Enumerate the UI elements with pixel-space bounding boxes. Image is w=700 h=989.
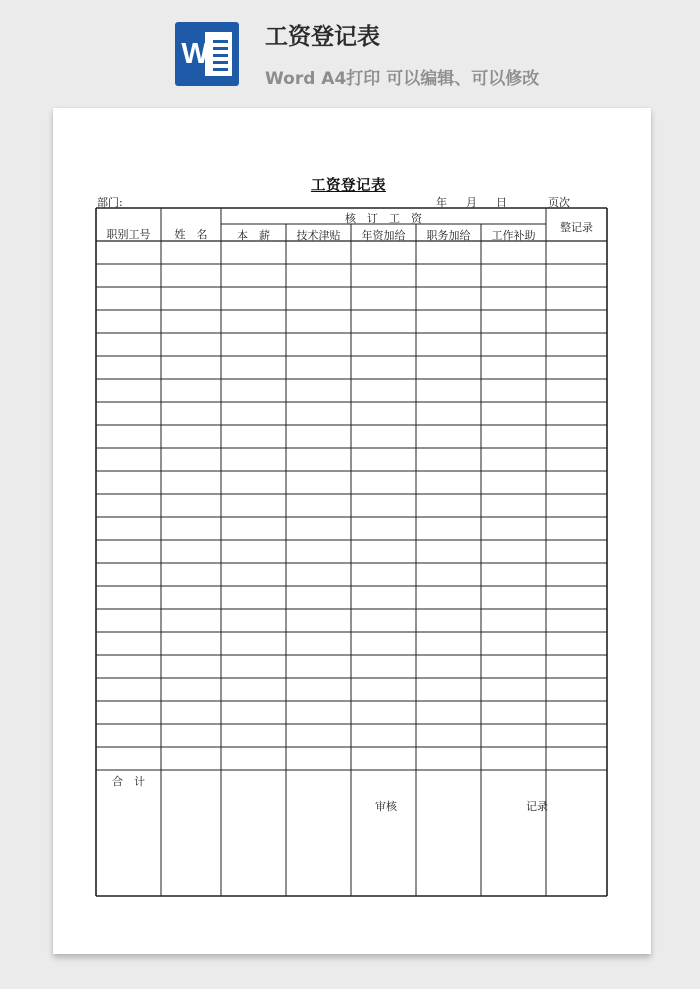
department-label: 部门: — [97, 196, 123, 209]
total-label: 合 计 — [112, 775, 145, 788]
header-name: 姓 名 — [174, 228, 208, 241]
salary-table-grid — [96, 208, 607, 896]
word-logo-icon — [175, 22, 239, 86]
word-logo-letter: W — [181, 38, 209, 70]
header-seniority-bonus: 年资加给 — [361, 229, 406, 242]
year-label: 年 — [436, 196, 447, 209]
header-position-bonus: 职务加给 — [426, 229, 471, 242]
page-number-label: 页次 — [548, 196, 570, 209]
header-job-id: 职别工号 — [106, 228, 151, 241]
document-page — [53, 108, 651, 954]
header-approved-salary: 核 订 工 资 — [345, 212, 422, 225]
header-banner — [0, 0, 700, 100]
header-work-subsidy: 工作补助 — [491, 229, 536, 242]
header-adjust-record: 整记录 — [560, 221, 593, 234]
page-title: 工资登记表 — [265, 24, 380, 50]
month-label: 月 — [466, 196, 477, 209]
header-tech-allowance: 技术津贴 — [296, 229, 341, 242]
document-title: 工资登记表 — [311, 177, 386, 194]
page-subtitle: Word A4打印 可以编辑、可以修改 — [265, 69, 540, 89]
day-label: 日 — [496, 196, 507, 209]
review-label: 审核 — [375, 800, 397, 813]
header-base-salary: 本 薪 — [237, 229, 270, 242]
record-label: 记录 — [526, 800, 548, 813]
